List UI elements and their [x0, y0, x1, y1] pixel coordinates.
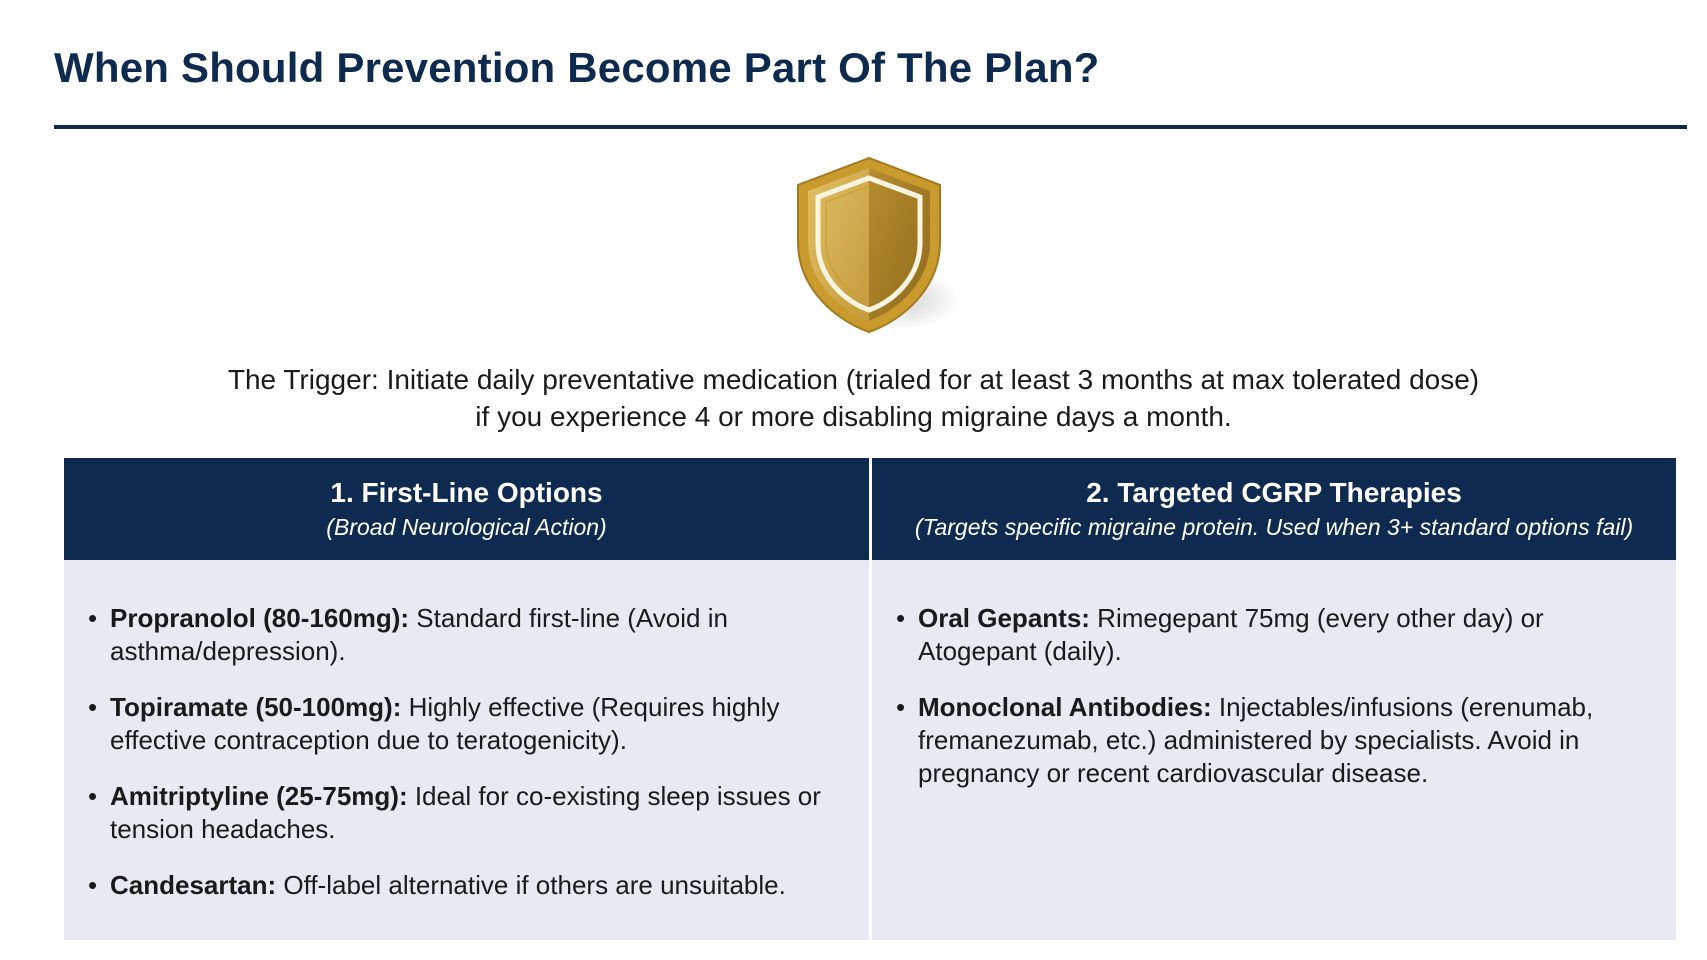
title-divider: [54, 125, 1687, 129]
drug-description: Off-label alternative if others are unsuitable.: [276, 870, 786, 900]
first-line-column: [64, 458, 872, 940]
first-line-subheading: (Broad Neurological Action): [326, 514, 607, 540]
drug-description: Ideal for co-existing sleep issues or tension headaches.: [110, 781, 821, 844]
drug-description: Rimegepant 75mg (every other day) or Atogepant (daily).: [918, 603, 1544, 666]
options-table: [64, 458, 1676, 940]
drug-name: Candesartan:: [110, 870, 277, 900]
list-item: [896, 691, 1656, 790]
drug-description: Standard first-line (Avoid in asthma/depression).: [110, 603, 728, 666]
shield-icon: [780, 150, 960, 350]
drug-description: Highly effective (Requires highly effective contraception due to teratogenicity).: [110, 692, 780, 755]
drug-name: Monoclonal Antibodies:: [918, 692, 1212, 722]
trigger-line-2: if you experience 4 or more disabling migraine days a month.: [475, 401, 1232, 432]
drug-name: Topiramate (50-100mg):: [110, 692, 402, 722]
drug-description: Injectables/infusions (erenumab, fremanezumab, etc.) administered by specialists. Avoid in pregnancy or recent cardiovascular disease.: [918, 692, 1594, 788]
cgrp-column: [872, 458, 1676, 940]
cgrp-subheading: (Targets specific migraine protein. Used when 3+ standard options fail): [914, 514, 1634, 540]
first-line-header: [64, 458, 869, 560]
drug-name: Oral Gepants:: [918, 603, 1090, 633]
first-line-list: [64, 560, 869, 902]
list-item: [88, 869, 849, 902]
list-item: [88, 780, 849, 846]
first-line-heading: 1. First-Line Options: [330, 477, 603, 508]
drug-name: Amitriptyline (25-75mg):: [110, 781, 408, 811]
cgrp-list: [872, 560, 1676, 790]
trigger-line-1: The Trigger: Initiate daily preventative medication (trialed for at least 3 months at max tolerated dose): [227, 364, 1480, 395]
list-item: [88, 691, 849, 757]
list-item: [88, 602, 849, 668]
page-title: When Should Prevention Become Part Of The Plan?: [54, 44, 1100, 91]
list-item: [896, 602, 1656, 668]
trigger-statement: [100, 361, 1607, 435]
cgrp-heading: 2. Targeted CGRP Therapies: [1086, 477, 1462, 508]
cgrp-header: [872, 458, 1676, 560]
drug-name: Propranolol (80-160mg):: [110, 603, 410, 633]
